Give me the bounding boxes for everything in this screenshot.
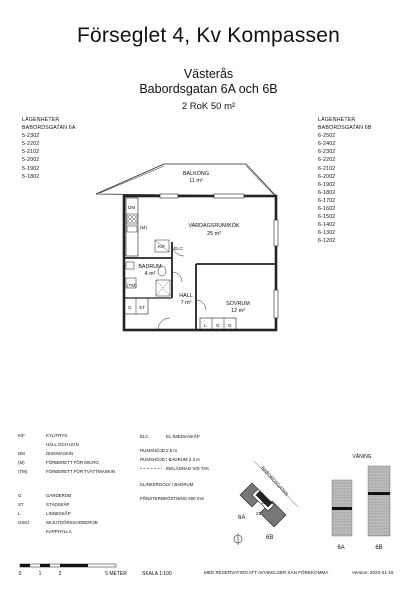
legend-key: L [18, 511, 21, 516]
inlaid-note: INKLÄDNAD VID TAK [166, 466, 210, 471]
scale-label: SKALA 1:100 [142, 571, 172, 577]
tm-label: (TM) [127, 283, 137, 288]
fridge-label: K/F [158, 244, 166, 249]
apartment-number: 5-2202 [22, 141, 40, 148]
elc-label: ELC [174, 246, 183, 251]
bathroom-name: BADRUM [138, 264, 162, 270]
city-label: Västerås [183, 67, 234, 81]
legend [18, 432, 128, 550]
street-label: Babordsgatan 6A och 6B [139, 82, 278, 96]
apartment-number: 5-2102 [22, 149, 40, 156]
tower-6b [368, 466, 390, 536]
page-title: Förseglet 4, Kv Kompassen [77, 24, 340, 47]
legend-value: KAPPHYLLA [46, 529, 72, 534]
apartment-number: 6-1802 [318, 189, 336, 196]
legend-value: FÖRBERETT FÖR MICRO [46, 460, 99, 465]
apartment-number: 6-1202 [318, 238, 336, 245]
highlight-floor-6a [332, 507, 352, 510]
wardrobe-label: L [204, 323, 207, 328]
apartment-number: 5-2302 [22, 133, 40, 140]
window-note: FÖNSTERBRÖSTNING 800 mm [140, 496, 205, 501]
floor-indicator-title: VÅNING [352, 454, 372, 460]
apartment-number: 6-2202 [318, 157, 336, 164]
apartment-number: 5-2002 [22, 157, 40, 164]
site-map [228, 455, 310, 545]
living-name: VARDAGSRUM/KÖK [188, 223, 240, 229]
floor-indicator [322, 452, 402, 552]
hall-name: HALL [179, 293, 193, 299]
bath-ceiling-height: RUMSHÖJD I BADRUM 2.3 m [140, 457, 200, 462]
dishwasher-label: DM [128, 205, 136, 210]
micro-label: (M) [140, 225, 147, 230]
building-label-6a: 6A [238, 515, 246, 521]
tower-label-6a: 6A [337, 545, 345, 551]
apartment-summary: 2 RoK 50 m² [181, 101, 236, 112]
scale-tick: 0 [18, 571, 22, 577]
scale-bar [14, 560, 172, 582]
version-label: Version: 2023-01-16 [352, 570, 394, 575]
apartment-number: 6-2102 [318, 165, 336, 172]
apartment-number: 6-2002 [318, 173, 336, 180]
legend-value: KYL/FRYS [46, 433, 68, 438]
floors-label: 21 [256, 511, 262, 516]
list-heading: LÄGENHETER [318, 117, 356, 123]
bedroom-door [196, 300, 206, 310]
washbasin-icon [126, 262, 134, 269]
apartment-number: 5-1902 [22, 165, 40, 172]
scale-tick: 5 METER [105, 571, 127, 577]
scale-tick: 2 [58, 571, 62, 577]
floor-note: KLINKERGOLV I BADRUM [140, 482, 194, 487]
legend-value: FÖRBERETT FÖR TVÄTTMASKIN [46, 469, 115, 474]
legend-key: G [18, 493, 22, 498]
legend-key: K/F [18, 433, 25, 438]
bathroom-door [172, 272, 182, 282]
legend-value: SKJUTDÖRSGARDEROB [46, 520, 98, 525]
street-name: BABORDSGATAN [260, 465, 290, 497]
legend-key: ST [18, 502, 24, 507]
wardrobe-label: G [216, 323, 220, 328]
apartment-number: 6-2502 [318, 133, 336, 140]
apartment-number: 6-2402 [318, 141, 336, 148]
scale-tick: 1 [38, 571, 42, 577]
list-heading: BABORDSGATAN 6B [318, 125, 372, 132]
north-arrow-icon [234, 533, 242, 545]
bathroom-area: 4 m² [144, 271, 156, 277]
apartment-number: 6-1302 [318, 230, 336, 237]
elc-key: ELC [140, 434, 149, 439]
bedroom-area: 12 m² [231, 308, 245, 314]
apartment-number: 6-1702 [318, 197, 336, 204]
hall-area: 7 m² [180, 300, 192, 306]
legend-value: STÄDSKÅP [46, 502, 70, 507]
apartment-number: 6-1402 [318, 222, 336, 229]
highlight-floor-6b [368, 492, 390, 495]
wardrobe-label: G [128, 305, 132, 310]
legend-value: LINNESKÅP [46, 511, 71, 516]
apartment-number: 6-1602 [318, 206, 336, 213]
cleaning-closet-label: ST [139, 305, 145, 310]
balcony-area: 11 m² [189, 178, 203, 184]
building-label-6b: 6B [266, 535, 274, 541]
elc-value: EL-/MEDIASKÅP [166, 434, 200, 439]
tower-label-6b: 6B [375, 545, 383, 551]
apartment-number: 6-2302 [318, 149, 336, 156]
entrance-door [158, 318, 170, 330]
ceiling-height: RUMSHÖJD 2.5 m [140, 448, 178, 453]
list-heading: LÄGENHETER [22, 117, 60, 123]
apartment-number: 5-1802 [22, 173, 40, 180]
legend-key: (M) [18, 460, 25, 465]
wardrobe-label: G [228, 323, 232, 328]
list-heading: BABORDSGATAN 6A [22, 125, 76, 132]
disclaimer: MED RESERVATION ATT AVVIKELSER KAN FÖREKOMMA [204, 570, 329, 575]
legend-value: GARDEROB [46, 493, 72, 498]
legend-key: DM [18, 451, 25, 456]
stove-icon [127, 214, 137, 224]
legend-key: (TM) [18, 469, 28, 474]
legend-value: HÄLL OCH UGN [46, 442, 79, 447]
floors-label: 12 [261, 500, 267, 505]
living-area: 25 m² [207, 231, 221, 237]
apartment-number: 6-1502 [318, 214, 336, 221]
apartment-number: 6-1902 [318, 181, 336, 188]
apartment-walls [124, 196, 276, 330]
legend-value: DISKMASKIN [46, 451, 74, 456]
balcony-name: BALKONG [182, 171, 210, 177]
sink-icon [127, 226, 137, 232]
bedroom-name: SOVRUM [226, 301, 250, 307]
legend-key: GSKJ [18, 520, 30, 525]
